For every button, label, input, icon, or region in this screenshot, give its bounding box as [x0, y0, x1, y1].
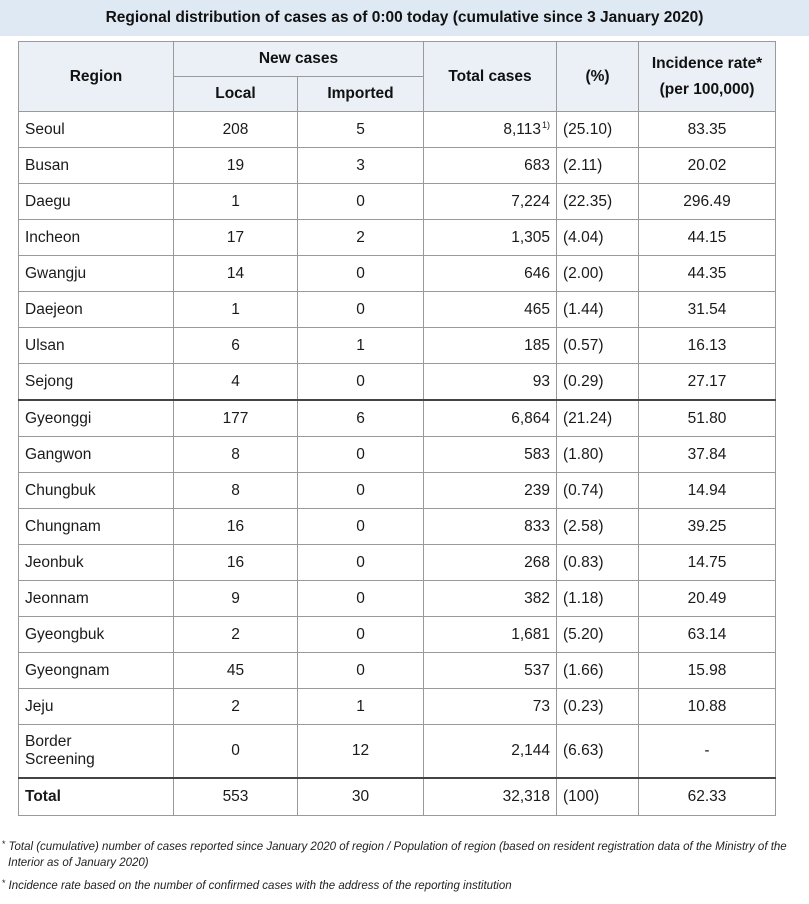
percent-cell: (4.04)	[557, 220, 639, 256]
imported-cases-cell: 3	[298, 148, 424, 184]
percent-cell: (5.20)	[557, 617, 639, 653]
incidence-rate-cell: 44.15	[639, 220, 776, 256]
total-cases-cell	[424, 148, 557, 184]
imported-cases-cell: 1	[298, 328, 424, 364]
header-region: Region	[19, 42, 174, 112]
table-row	[19, 581, 776, 617]
local-cases-cell: 16	[174, 545, 298, 581]
table-row	[19, 220, 776, 256]
imported-cases-cell: 0	[298, 437, 424, 473]
region-cell: Busan	[19, 148, 174, 184]
local-cases-cell: 8	[174, 437, 298, 473]
total-cases-cell	[424, 256, 557, 292]
footnote-1: * Total (cumulative) number of cases reported since January 2020 of region / Population of region (based on resident registration data of the Ministry of the Interior as of January 2020)	[2, 839, 787, 869]
local-cases-cell: 14	[174, 256, 298, 292]
total-cases-value: 382	[524, 589, 550, 607]
total-cases-value: 93	[532, 372, 550, 390]
incidence-rate-cell: 63.14	[639, 617, 776, 653]
table-row	[19, 653, 776, 689]
local-cases-cell: 6	[174, 328, 298, 364]
table-row	[19, 473, 776, 509]
incidence-rate-cell: 39.25	[639, 509, 776, 545]
incidence-rate-cell: 20.02	[639, 148, 776, 184]
total-row	[19, 778, 776, 816]
percent-cell: (22.35)	[557, 184, 639, 220]
total-cases-cell	[424, 292, 557, 328]
total-cases-value: 537	[524, 661, 550, 679]
incidence-rate-cell: 10.88	[639, 689, 776, 725]
percent-cell: (1.18)	[557, 581, 639, 617]
total-cases-sum-cell: 32,318	[424, 778, 557, 816]
local-cases-cell: 208	[174, 112, 298, 148]
total-cases-cell	[424, 581, 557, 617]
percent-cell: (1.80)	[557, 437, 639, 473]
total-cases-value: 239	[524, 481, 550, 499]
regional-cases-table	[18, 41, 776, 816]
header-imported: Imported	[298, 77, 424, 112]
region-cell: Ulsan	[19, 328, 174, 364]
imported-cases-cell: 12	[298, 725, 424, 779]
incidence-rate-cell: 14.94	[639, 473, 776, 509]
incidence-rate-cell: 14.75	[639, 545, 776, 581]
total-cases-value: 8,113	[503, 121, 541, 138]
region-cell-line2: Screening	[25, 751, 95, 768]
region-cell: Gyeongbuk	[19, 617, 174, 653]
percent-cell: (0.29)	[557, 364, 639, 401]
region-cell: Daejeon	[19, 292, 174, 328]
region-cell: Gangwon	[19, 437, 174, 473]
header-total-cases: Total cases	[424, 42, 557, 112]
local-cases-cell: 45	[174, 653, 298, 689]
imported-cases-cell: 0	[298, 292, 424, 328]
local-cases-cell: 16	[174, 509, 298, 545]
header-new-cases: New cases	[174, 42, 424, 77]
total-cases-cell	[424, 437, 557, 473]
total-percent-cell: (100)	[557, 778, 639, 816]
percent-cell: (25.10)	[557, 112, 639, 148]
imported-cases-cell: 0	[298, 509, 424, 545]
incidence-rate-cell: 20.49	[639, 581, 776, 617]
table-row	[19, 400, 776, 437]
region-cell: Jeonnam	[19, 581, 174, 617]
percent-cell: (0.74)	[557, 473, 639, 509]
local-cases-cell: 4	[174, 364, 298, 401]
footnote-2: * Incidence rate based on the number of confirmed cases with the address of the reporting institution	[2, 878, 512, 892]
incidence-rate-cell: 31.54	[639, 292, 776, 328]
total-cases-cell	[424, 220, 557, 256]
total-cases-value: 268	[524, 553, 550, 571]
imported-cases-cell: 5	[298, 112, 424, 148]
total-cases-value: 185	[524, 336, 550, 354]
table-row	[19, 184, 776, 220]
local-cases-cell: 2	[174, 689, 298, 725]
region-cell: Sejong	[19, 364, 174, 401]
header-local: Local	[174, 77, 298, 112]
region-cell: Gyeongnam	[19, 653, 174, 689]
table-row	[19, 256, 776, 292]
footnote-marker: 1)	[541, 120, 550, 130]
region-cell-line1: Border	[25, 733, 72, 750]
local-cases-cell: 8	[174, 473, 298, 509]
imported-cases-cell: 0	[298, 184, 424, 220]
table-row	[19, 364, 776, 401]
incidence-rate-cell: -	[639, 725, 776, 779]
imported-cases-cell: 0	[298, 617, 424, 653]
incidence-rate-cell: 16.13	[639, 328, 776, 364]
percent-cell: (0.57)	[557, 328, 639, 364]
total-cases-cell	[424, 653, 557, 689]
imported-cases-cell: 0	[298, 364, 424, 401]
total-cases-value: 683	[524, 156, 550, 174]
total-cases-cell	[424, 112, 557, 148]
incidence-rate-cell: 27.17	[639, 364, 776, 401]
table-row	[19, 725, 776, 779]
total-cases-cell	[424, 473, 557, 509]
total-cases-cell	[424, 617, 557, 653]
local-cases-cell: 9	[174, 581, 298, 617]
region-cell: Chungnam	[19, 509, 174, 545]
total-cases-cell	[424, 184, 557, 220]
total-incidence-rate-cell: 62.33	[639, 778, 776, 816]
region-cell: Jeonbuk	[19, 545, 174, 581]
table-row	[19, 437, 776, 473]
total-label: Total	[19, 778, 174, 816]
imported-cases-cell: 0	[298, 653, 424, 689]
total-cases-value: 1,681	[511, 625, 550, 643]
total-local-cell: 553	[174, 778, 298, 816]
region-cell	[19, 725, 174, 779]
total-cases-value: 833	[524, 517, 550, 535]
total-cases-cell	[424, 689, 557, 725]
total-cases-cell	[424, 725, 557, 779]
footnotes	[0, 836, 809, 894]
total-cases-cell	[424, 364, 557, 401]
incidence-rate-cell: 15.98	[639, 653, 776, 689]
incidence-rate-cell: 51.80	[639, 400, 776, 437]
table-row	[19, 689, 776, 725]
percent-cell: (2.11)	[557, 148, 639, 184]
total-imported-cell: 30	[298, 778, 424, 816]
table-row	[19, 292, 776, 328]
percent-cell: (2.00)	[557, 256, 639, 292]
total-cases-cell	[424, 509, 557, 545]
local-cases-cell: 1	[174, 184, 298, 220]
percent-cell: (21.24)	[557, 400, 639, 437]
total-cases-value: 465	[524, 300, 550, 318]
imported-cases-cell: 0	[298, 256, 424, 292]
incidence-rate-cell: 296.49	[639, 184, 776, 220]
imported-cases-cell: 1	[298, 689, 424, 725]
total-cases-cell	[424, 328, 557, 364]
region-cell: Incheon	[19, 220, 174, 256]
table-row	[19, 509, 776, 545]
local-cases-cell: 2	[174, 617, 298, 653]
total-cases-value: 6,864	[511, 409, 550, 427]
region-cell: Gwangju	[19, 256, 174, 292]
total-cases-value: 646	[524, 264, 550, 282]
table-title: Regional distribution of cases as of 0:00 today (cumulative since 3 January 2020)	[0, 0, 809, 36]
imported-cases-cell: 0	[298, 581, 424, 617]
imported-cases-cell: 2	[298, 220, 424, 256]
table-row	[19, 617, 776, 653]
percent-cell: (0.83)	[557, 545, 639, 581]
table-row	[19, 545, 776, 581]
percent-cell: (2.58)	[557, 509, 639, 545]
total-cases-value: 583	[524, 445, 550, 463]
local-cases-cell: 17	[174, 220, 298, 256]
region-cell: Chungbuk	[19, 473, 174, 509]
total-cases-value: 1,305	[511, 228, 550, 246]
table-row	[19, 328, 776, 364]
header-percent: (%)	[557, 42, 639, 112]
total-cases-value: 2,144	[511, 742, 550, 759]
total-cases-cell	[424, 545, 557, 581]
percent-cell: (1.44)	[557, 292, 639, 328]
total-cases-value: 73	[532, 697, 550, 715]
table-row	[19, 148, 776, 184]
region-cell: Seoul	[19, 112, 174, 148]
total-cases-cell	[424, 400, 557, 437]
imported-cases-cell: 0	[298, 473, 424, 509]
table-row	[19, 112, 776, 148]
percent-cell: (6.63)	[557, 725, 639, 779]
imported-cases-cell: 6	[298, 400, 424, 437]
percent-cell: (0.23)	[557, 689, 639, 725]
local-cases-cell: 19	[174, 148, 298, 184]
header-incidence-rate-line2: (per 100,000)	[659, 80, 755, 98]
incidence-rate-cell: 44.35	[639, 256, 776, 292]
percent-cell: (1.66)	[557, 653, 639, 689]
local-cases-cell: 177	[174, 400, 298, 437]
incidence-rate-cell: 37.84	[639, 437, 776, 473]
header-incidence-rate	[639, 42, 776, 112]
imported-cases-cell: 0	[298, 545, 424, 581]
region-cell: Daegu	[19, 184, 174, 220]
total-cases-value: 7,224	[511, 192, 550, 210]
header-incidence-rate-line1: Incidence rate*	[651, 54, 763, 72]
local-cases-cell: 0	[174, 725, 298, 779]
incidence-rate-cell: 83.35	[639, 112, 776, 148]
local-cases-cell: 1	[174, 292, 298, 328]
region-cell: Jeju	[19, 689, 174, 725]
region-cell: Gyeonggi	[19, 400, 174, 437]
